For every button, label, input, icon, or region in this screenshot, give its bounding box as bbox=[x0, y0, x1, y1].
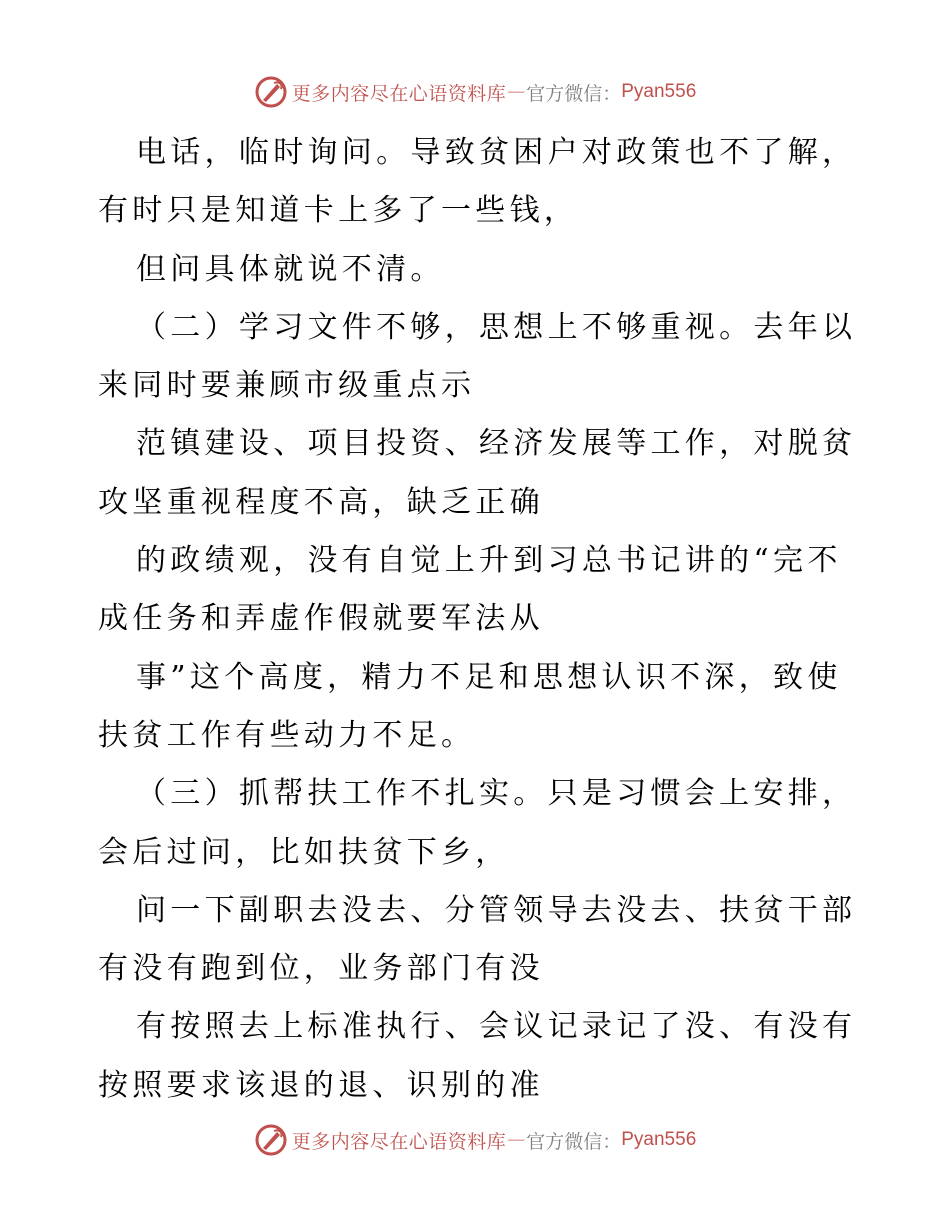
watermark-official-label: 官方微信： bbox=[526, 1130, 622, 1153]
watermark-main-text: 更多内容尽在心语资料库 bbox=[291, 82, 507, 105]
text-line: 问一下副职去没去、分管领导去没去、扶贫干部 bbox=[136, 892, 857, 928]
text-line: 成任务和弄虚作假就要军法从 bbox=[98, 601, 544, 637]
text-line: 会后过问，比如扶贫下乡， bbox=[98, 834, 510, 870]
watermark-wechat-id: Pyan556 bbox=[621, 1129, 697, 1150]
text-line: 攻坚重视程度不高，缺乏正确 bbox=[98, 484, 544, 520]
text-line: （二）学习文件不够，思想上不够重视。去年以 bbox=[136, 309, 857, 345]
watermark-official-label: 官方微信： bbox=[526, 82, 622, 105]
body-text bbox=[98, 124, 858, 1115]
text-line: 有没有跑到位，业务部门有没 bbox=[98, 951, 544, 987]
watermark-dash: — bbox=[508, 1131, 525, 1148]
text-line: 有按照去上标准执行、会议记录记了没、有没有 bbox=[136, 1009, 857, 1045]
text-line: 扶贫工作有些动力不足。 bbox=[98, 717, 476, 753]
watermark-dash: — bbox=[508, 83, 525, 100]
text-line: 事”这个高度，精力不足和思想认识不深，致使 bbox=[136, 659, 842, 695]
watermark-wechat-id: Pyan556 bbox=[621, 81, 697, 102]
quill-logo-icon bbox=[254, 75, 288, 109]
watermark-main-text: 更多内容尽在心语资料库 bbox=[291, 1130, 507, 1153]
watermark-header bbox=[0, 72, 950, 112]
text-line: （三）抓帮扶工作不扎实。只是习惯会上安排， bbox=[136, 776, 857, 812]
text-line: 范镇建设、项目投资、经济发展等工作，对脱贫 bbox=[136, 426, 857, 462]
text-line: 有时只是知道卡上多了一些钱， bbox=[98, 193, 579, 229]
text-line: 来同时要兼顾市级重点示 bbox=[98, 368, 476, 404]
quill-logo-icon bbox=[254, 1123, 288, 1157]
text-line: 按照要求该退的退、识别的准 bbox=[98, 1067, 544, 1103]
text-line: 电话，临时询问。导致贫困户对政策也不了解， bbox=[136, 135, 857, 170]
watermark-footer bbox=[0, 1120, 950, 1160]
text-line: 但问具体就说不清。 bbox=[136, 251, 445, 287]
text-line: 的政绩观，没有自觉上升到习总书记讲的“完不 bbox=[136, 543, 842, 579]
